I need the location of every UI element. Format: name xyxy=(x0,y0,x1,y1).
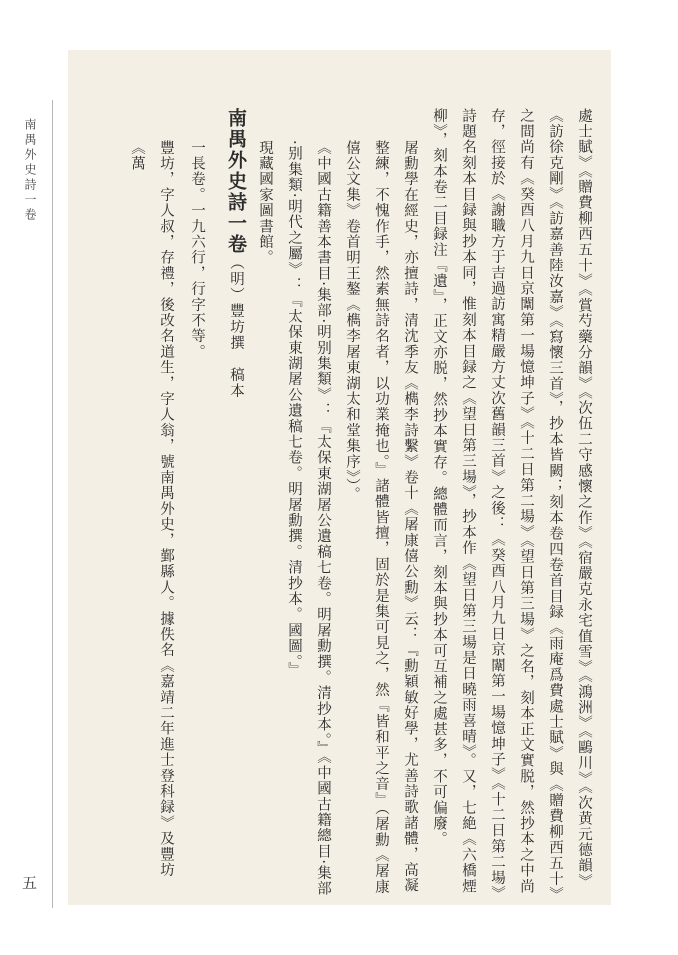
margin-rule xyxy=(52,100,53,908)
entry-title: 南禺外史詩一卷 xyxy=(225,108,247,255)
paragraph-poetics: 屠勳學在經史，亦擅詩，清沈季友《檇李詩繫》卷十《屠康僖公勳》云：『勳穎敏好學，尤善詩歌諸體，高凝整練，不愧作手，然素無詩名者，以功業掩也。』諸體皆擅，固於是集可見之，然『皆和平之音』（屠勳《屠康僖公文集》卷首明王鏊《檇李屠東湖太和堂集序》）。 xyxy=(344,139,418,895)
entry-biography: 豐坊，字人叔，存禮，後改名道生，字人翁，號南禺外史，鄞縣人。據佚名《嘉靖二年進士登科録》及豐坊《萬 xyxy=(129,139,174,878)
paragraph-catalog: 《中國古籍善本書目·集部·明别集類》：『太保東湖屠公遺稿七卷。明屠勳撰。清抄本。』《中國古籍總目·集部·别集類·明代之屬》：『太保東湖屠公遺稿七卷。明屠勳撰。清抄本。國圖。』 xyxy=(286,139,331,897)
paragraph-holding: 現藏國家圖書館。 xyxy=(257,139,273,266)
entry-heading xyxy=(221,108,250,898)
running-head: 南禺外史詩一卷 xyxy=(23,118,37,223)
entry-description: 一長卷。一九六行，行字不等。 xyxy=(189,139,205,360)
entry-author: （明）豐坊撰 稿本 xyxy=(228,255,244,399)
paragraph-continued: 處士賦》《贈費柳西五十》《賞芍藥分韻》《次伍二守感懷之作》《宿嚴克永宅值雪》《鴻洲》《鷗川》《次黄元德韻》《訪徐克剛》《訪嘉善陸汝嘉》《寫懷三首》，抄本皆闕；刻本卷四卷首目録《雨庵爲費處士賦》與《贈費柳西五十》之間尚有《癸酉八月九日京闈第一場憶坤子》《十二日第二場》《望日第三場》之名，刻本正文實脱，然抄本之中尚存，徑接於《謝職方于吉過訪寓精嚴方丈次舊韻三首》之後：《癸酉八月九日京闈第一場憶坤子》《十二日第二場》詩題名刻本目録與抄本同，惟刻本目録之《望日第三場》，抄本作《望日第三場是日曉雨喜晴》。又，七絶《六橋煙柳》，刻本卷二目録注『遺』，正文亦脱，然抄本實存。總體而言，刻本與抄本可互補之處甚多，不可偏廢。 xyxy=(431,108,592,896)
body-text xyxy=(129,108,598,898)
page-number: 五 xyxy=(22,874,38,892)
